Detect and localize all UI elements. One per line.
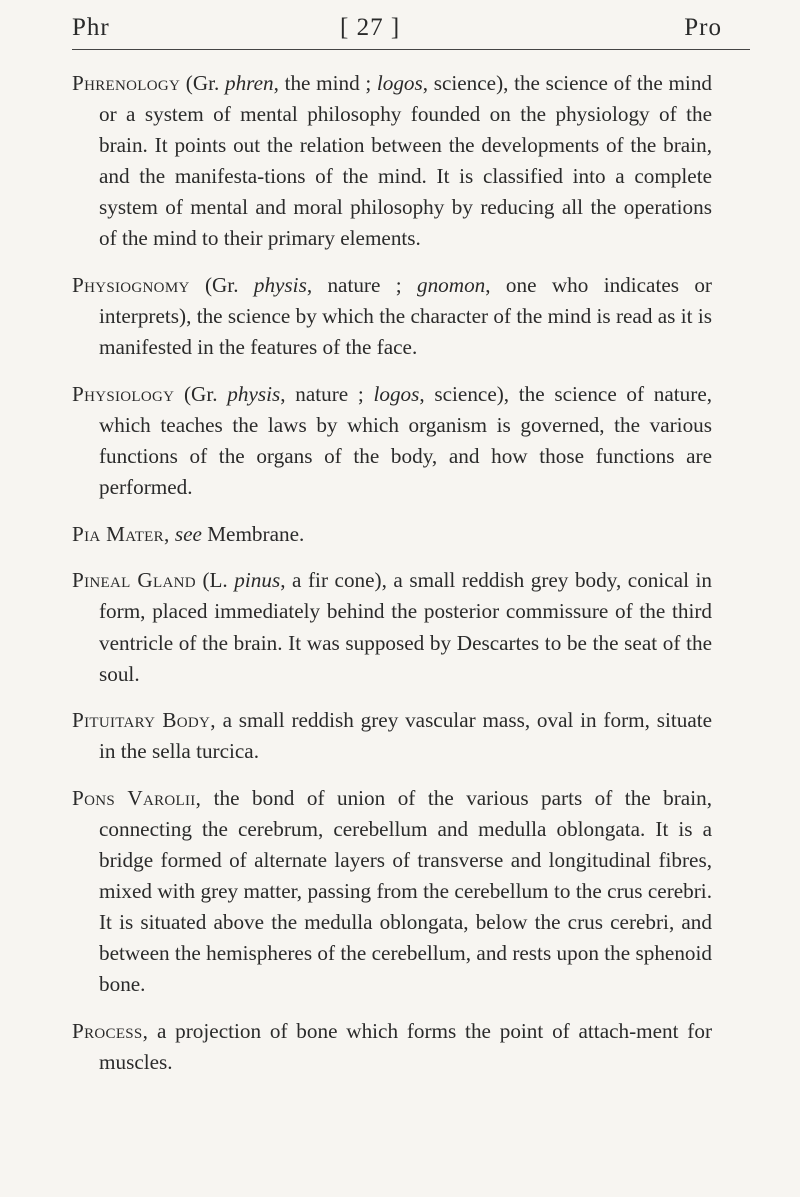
entry-list — [72, 68, 712, 1094]
entry-pineal-gland: Pineal Gland (L. pinus, a fir cone), a small reddish grey body, conical in form, placed immediately behind the posterior commissure of the third ventricle of the brain. It was supposed by Descartes to be the seat of the soul. — [72, 568, 712, 686]
headword: Pineal Gland — [72, 568, 196, 593]
headword: Physiognomy — [72, 273, 190, 298]
entry-process: Process, a projection of bone which forms the point of attach-ment for muscles. — [72, 1019, 713, 1075]
headword: Phrenology — [72, 71, 181, 95]
etymon: logos — [376, 71, 423, 95]
headword: Pia Mater, — [72, 521, 170, 546]
etymon: physis — [227, 381, 281, 406]
etymon: pinus — [234, 568, 281, 593]
header-rule — [72, 49, 750, 50]
etymon: logos — [373, 381, 420, 406]
headword: Pons Varolii, — [72, 785, 202, 810]
entry-phrenology: Phrenology (Gr. phren, the mind ; logos, science), the science of the mind or a system of mental philosophy founded on the physiology of the brain. It points out the relation between the developments of the brain, and the manifesta-tions of the mind. It is classified into a complete system of mental and moral philosophy by reducing all the operations of the mind to their primary elements. — [72, 71, 713, 251]
page-number: [ 27 ] — [340, 14, 401, 41]
cross-reference-target: Membrane. — [201, 521, 305, 546]
headword: Physiology — [72, 381, 175, 406]
entry-pons-varolii: Pons Varolii, the bond of union of the various parts of the brain, connecting the cerebrum, cerebellum and medulla oblongata. It is a bridge formed of alternate layers of transverse and longitudinal fibres, mixed with grey matter, passing from the cerebellum to the crus cerebri. It is situated above the medulla oblongata, below the crus cerebri, and between the hemispheres of the cerebellum, and rests upon the sphenoid bone. — [72, 785, 712, 997]
etymon: phren — [224, 71, 274, 95]
entry-pia-mater — [72, 519, 712, 550]
headword: Process, — [72, 1019, 149, 1044]
header-left-guideword: Phr — [72, 14, 110, 41]
cross-reference-see: see — [174, 521, 202, 546]
entry-physiognomy: Physiognomy (Gr. physis, nature ; gnomon, one who indicates or interprets), the science by which the character of the mind is read as it is manifested in the features of the face. — [72, 273, 712, 360]
headword: Pituitary Body, — [72, 708, 216, 733]
entry-physiology: Physiology (Gr. physis, nature ; logos, science), the science of nature, which teaches the laws by which organism is governed, the various functions of the organs of the body, and how those functions are performed. — [72, 381, 713, 500]
etymon: gnomon — [416, 273, 486, 298]
running-header — [72, 14, 722, 54]
entry-pituitary-body: Pituitary Body, a small reddish grey vascular mass, oval in form, situate in the sella turcica. — [72, 708, 713, 764]
header-right-guideword: Pro — [684, 14, 722, 41]
etymon: physis — [253, 273, 307, 298]
